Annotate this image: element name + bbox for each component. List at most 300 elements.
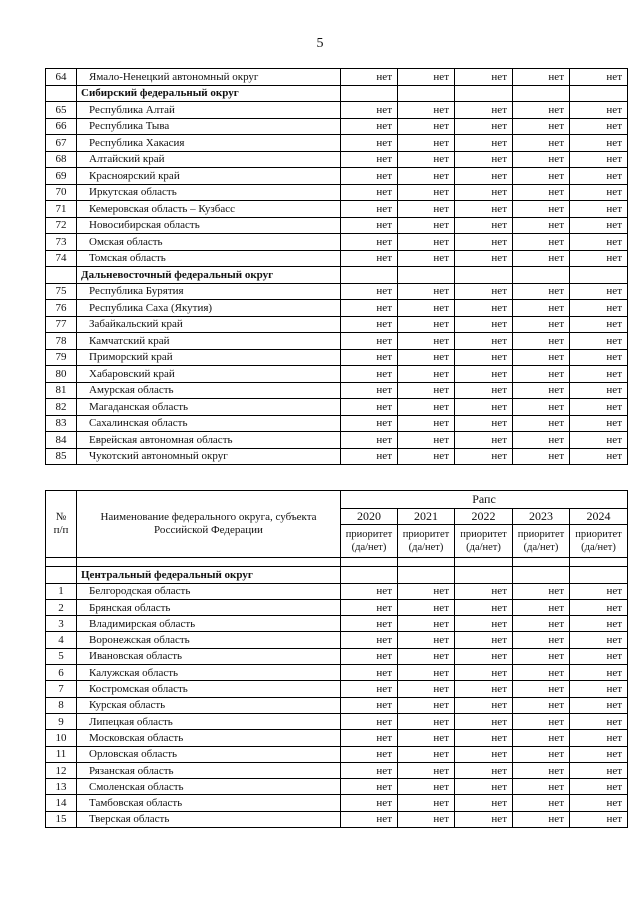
priority-value: нет: [398, 283, 455, 300]
priority-value: нет: [455, 415, 513, 432]
priority-value: нет: [398, 415, 455, 432]
row-number: 84: [46, 432, 77, 449]
priority-value: нет: [455, 583, 513, 599]
priority-value: нет: [570, 168, 628, 185]
priority-value: нет: [398, 382, 455, 399]
priority-value: нет: [570, 697, 628, 713]
priority-value: нет: [398, 135, 455, 152]
priority-value: нет: [513, 69, 570, 86]
priority-value: нет: [570, 681, 628, 697]
priority-value: нет: [455, 151, 513, 168]
priority-value: нет: [455, 135, 513, 152]
priority-value: нет: [570, 432, 628, 449]
priority-value: нет: [455, 632, 513, 648]
row-number: 2: [46, 599, 77, 615]
priority-value: нет: [513, 250, 570, 267]
priority-value: нет: [398, 102, 455, 119]
priority-value: нет: [341, 366, 398, 383]
region-name: Белгородская область: [77, 583, 341, 599]
priority-value: нет: [455, 250, 513, 267]
priority-value: нет: [455, 713, 513, 729]
priority-value: нет: [398, 217, 455, 234]
region-name: Алтайский край: [77, 151, 341, 168]
table-row: [46, 168, 628, 185]
priority-value: нет: [513, 432, 570, 449]
table-row: [46, 366, 628, 383]
priority-value: нет: [513, 665, 570, 681]
region-name: Амурская область: [77, 382, 341, 399]
priority-value: нет: [570, 746, 628, 762]
priority-value: нет: [341, 779, 398, 795]
priority-value: нет: [341, 632, 398, 648]
priority-value: нет: [341, 349, 398, 366]
table-row: [46, 151, 628, 168]
priority-value: нет: [570, 349, 628, 366]
header-priority: приоритет (да/нет): [570, 525, 628, 558]
region-name: Сахалинская область: [77, 415, 341, 432]
priority-value: нет: [398, 697, 455, 713]
value-cell: [398, 85, 455, 102]
priority-value: нет: [398, 583, 455, 599]
header-name: Наименование федерального округа, субъекта Российской Федерации: [77, 491, 341, 558]
table-row: [46, 349, 628, 366]
priority-value: нет: [341, 648, 398, 664]
priority-value: нет: [455, 648, 513, 664]
table-row: [46, 746, 628, 762]
row-number: 82: [46, 399, 77, 416]
priority-value: нет: [341, 201, 398, 218]
header-num: № п/п: [46, 491, 77, 558]
priority-value: нет: [570, 118, 628, 135]
priority-value: нет: [341, 234, 398, 251]
priority-value: нет: [570, 583, 628, 599]
region-name: Магаданская область: [77, 399, 341, 416]
table-row: [46, 201, 628, 218]
priority-value: нет: [513, 118, 570, 135]
region-name: Ивановская область: [77, 648, 341, 664]
priority-value: нет: [455, 184, 513, 201]
header-year: 2023: [513, 509, 570, 525]
priority-value: нет: [570, 300, 628, 317]
priority-value: нет: [455, 316, 513, 333]
header-priority: приоритет (да/нет): [398, 525, 455, 558]
priority-value: нет: [513, 168, 570, 185]
priority-value: нет: [570, 730, 628, 746]
priority-value: нет: [341, 665, 398, 681]
district-row: [46, 267, 628, 284]
priority-value: нет: [341, 118, 398, 135]
region-name: Тверская область: [77, 811, 341, 827]
priority-value: нет: [341, 415, 398, 432]
priority-value: нет: [341, 382, 398, 399]
row-number: 11: [46, 746, 77, 762]
district-name: Центральный федеральный округ: [77, 567, 341, 583]
priority-value: нет: [570, 795, 628, 811]
spacer-cell: [46, 558, 77, 567]
table-row: [46, 665, 628, 681]
priority-value: нет: [455, 69, 513, 86]
priority-value: нет: [398, 168, 455, 185]
priority-value: нет: [455, 217, 513, 234]
row-number: 6: [46, 665, 77, 681]
priority-value: нет: [341, 681, 398, 697]
priority-value: нет: [570, 616, 628, 632]
priority-value: нет: [570, 779, 628, 795]
priority-value: нет: [455, 102, 513, 119]
priority-value: нет: [455, 599, 513, 615]
region-name: Новосибирская область: [77, 217, 341, 234]
table-row: [46, 283, 628, 300]
priority-value: нет: [398, 300, 455, 317]
value-cell: [513, 267, 570, 284]
region-name: Липецкая область: [77, 713, 341, 729]
priority-value: нет: [513, 349, 570, 366]
region-name: Смоленская область: [77, 779, 341, 795]
priority-value: нет: [341, 135, 398, 152]
priority-value: нет: [341, 168, 398, 185]
table-row: [46, 217, 628, 234]
header-priority: приоритет (да/нет): [513, 525, 570, 558]
priority-value: нет: [341, 69, 398, 86]
priority-value: нет: [570, 250, 628, 267]
priority-value: нет: [341, 217, 398, 234]
row-number: 80: [46, 366, 77, 383]
priority-value: нет: [341, 151, 398, 168]
table-row: [46, 250, 628, 267]
region-name: Владимирская область: [77, 616, 341, 632]
value-cell: [513, 85, 570, 102]
priority-value: нет: [398, 746, 455, 762]
priority-value: нет: [455, 168, 513, 185]
district-name: Сибирский федеральный округ: [77, 85, 341, 102]
value-cell: [455, 567, 513, 583]
priority-value: нет: [341, 448, 398, 465]
priority-value: нет: [341, 333, 398, 350]
header-year: 2021: [398, 509, 455, 525]
priority-value: нет: [513, 217, 570, 234]
table-row: [46, 102, 628, 119]
row-number: 7: [46, 681, 77, 697]
priority-value: нет: [398, 779, 455, 795]
priority-value: нет: [341, 746, 398, 762]
rapeseed-priority-table: [45, 490, 628, 828]
priority-value: нет: [455, 333, 513, 350]
priority-value: нет: [341, 616, 398, 632]
value-cell: [341, 267, 398, 284]
priority-value: нет: [570, 333, 628, 350]
priority-value: нет: [455, 795, 513, 811]
row-number: 8: [46, 697, 77, 713]
priority-value: нет: [341, 399, 398, 416]
priority-value: нет: [455, 366, 513, 383]
priority-value: нет: [570, 399, 628, 416]
region-name: Хабаровский край: [77, 366, 341, 383]
priority-value: нет: [570, 366, 628, 383]
district-row: [46, 85, 628, 102]
priority-value: нет: [570, 632, 628, 648]
priority-value: нет: [398, 681, 455, 697]
region-name: Московская область: [77, 730, 341, 746]
table-row: [46, 184, 628, 201]
region-name: Калужская область: [77, 665, 341, 681]
priority-value: нет: [455, 399, 513, 416]
priority-value: нет: [570, 69, 628, 86]
region-name: Омская область: [77, 234, 341, 251]
row-number: 64: [46, 69, 77, 86]
priority-value: нет: [398, 599, 455, 615]
priority-value: нет: [455, 448, 513, 465]
table-row: [46, 632, 628, 648]
priority-value: нет: [341, 316, 398, 333]
district-row: [46, 567, 628, 583]
region-name: Республика Саха (Якутия): [77, 300, 341, 317]
value-cell: [341, 567, 398, 583]
region-name: Костромская область: [77, 681, 341, 697]
header-year: 2020: [341, 509, 398, 525]
table-row: [46, 795, 628, 811]
priority-value: нет: [513, 697, 570, 713]
spacer-cell: [341, 558, 398, 567]
priority-value: нет: [513, 102, 570, 119]
priority-value: нет: [513, 201, 570, 218]
priority-value: нет: [341, 300, 398, 317]
row-number: 85: [46, 448, 77, 465]
value-cell: [455, 85, 513, 102]
priority-value: нет: [513, 616, 570, 632]
priority-value: нет: [513, 762, 570, 778]
priority-value: нет: [513, 415, 570, 432]
priority-value: нет: [341, 697, 398, 713]
table-row: [46, 779, 628, 795]
priority-value: нет: [513, 316, 570, 333]
priority-value: нет: [398, 250, 455, 267]
priority-value: нет: [455, 300, 513, 317]
regions-table-continued: [45, 68, 628, 465]
priority-value: нет: [398, 795, 455, 811]
priority-value: нет: [455, 118, 513, 135]
priority-value: нет: [570, 283, 628, 300]
priority-value: нет: [398, 366, 455, 383]
priority-value: нет: [455, 665, 513, 681]
row-number: 81: [46, 382, 77, 399]
priority-value: нет: [455, 746, 513, 762]
priority-value: нет: [398, 151, 455, 168]
priority-value: нет: [513, 583, 570, 599]
priority-value: нет: [398, 399, 455, 416]
priority-value: нет: [455, 349, 513, 366]
table-row: [46, 333, 628, 350]
priority-value: нет: [570, 217, 628, 234]
priority-value: нет: [398, 432, 455, 449]
region-name: Воронежская область: [77, 632, 341, 648]
priority-value: нет: [513, 632, 570, 648]
priority-value: нет: [570, 102, 628, 119]
region-name: Рязанская область: [77, 762, 341, 778]
row-number: 67: [46, 135, 77, 152]
priority-value: нет: [570, 599, 628, 615]
priority-value: нет: [455, 234, 513, 251]
priority-value: нет: [455, 201, 513, 218]
value-cell: [570, 267, 628, 284]
priority-value: нет: [398, 762, 455, 778]
priority-value: нет: [570, 151, 628, 168]
value-cell: [398, 567, 455, 583]
row-number: 10: [46, 730, 77, 746]
value-cell: [513, 567, 570, 583]
row-number: 15: [46, 811, 77, 827]
row-number: 79: [46, 349, 77, 366]
spacer-cell: [570, 558, 628, 567]
header-crop: Рапс: [341, 491, 628, 509]
priority-value: нет: [513, 151, 570, 168]
region-name: Республика Алтай: [77, 102, 341, 119]
priority-value: нет: [398, 316, 455, 333]
priority-value: нет: [513, 795, 570, 811]
region-name: Республика Тыва: [77, 118, 341, 135]
priority-value: нет: [513, 184, 570, 201]
priority-value: нет: [513, 599, 570, 615]
priority-value: нет: [513, 382, 570, 399]
priority-value: нет: [341, 795, 398, 811]
priority-value: нет: [341, 184, 398, 201]
priority-value: нет: [570, 382, 628, 399]
value-cell: [570, 85, 628, 102]
row-number: 68: [46, 151, 77, 168]
priority-value: нет: [513, 648, 570, 664]
table-row: [46, 69, 628, 86]
priority-value: нет: [570, 201, 628, 218]
priority-value: нет: [341, 762, 398, 778]
row-number: 70: [46, 184, 77, 201]
priority-value: нет: [455, 779, 513, 795]
region-name: Ямало-Ненецкий автономный округ: [77, 69, 341, 86]
value-cell: [341, 85, 398, 102]
priority-value: нет: [398, 730, 455, 746]
region-name: Забайкальский край: [77, 316, 341, 333]
row-number: 13: [46, 779, 77, 795]
row-number: 71: [46, 201, 77, 218]
row-number: 14: [46, 795, 77, 811]
priority-value: нет: [341, 730, 398, 746]
priority-value: нет: [513, 713, 570, 729]
row-number: 12: [46, 762, 77, 778]
priority-value: нет: [398, 811, 455, 827]
priority-value: нет: [513, 283, 570, 300]
value-cell: [570, 567, 628, 583]
table-row: [46, 681, 628, 697]
header-year: 2022: [455, 509, 513, 525]
row-number: 69: [46, 168, 77, 185]
priority-value: нет: [455, 762, 513, 778]
priority-value: нет: [570, 811, 628, 827]
priority-value: нет: [513, 399, 570, 416]
priority-value: нет: [513, 681, 570, 697]
table-row: [46, 713, 628, 729]
region-name: Кемеровская область – Кузбасс: [77, 201, 341, 218]
priority-value: нет: [455, 283, 513, 300]
spacer-cell: [398, 558, 455, 567]
priority-value: нет: [398, 234, 455, 251]
priority-value: нет: [341, 713, 398, 729]
priority-value: нет: [455, 730, 513, 746]
region-name: Красноярский край: [77, 168, 341, 185]
table-row: [46, 599, 628, 615]
header-priority: приоритет (да/нет): [341, 525, 398, 558]
table-row: [46, 316, 628, 333]
region-name: Чукотский автономный округ: [77, 448, 341, 465]
priority-value: нет: [570, 713, 628, 729]
row-number: 65: [46, 102, 77, 119]
region-name: Республика Хакасия: [77, 135, 341, 152]
row-number: 78: [46, 333, 77, 350]
region-name: Еврейская автономная область: [77, 432, 341, 449]
table-row: [46, 300, 628, 317]
priority-value: нет: [341, 811, 398, 827]
priority-value: нет: [341, 432, 398, 449]
priority-value: нет: [455, 382, 513, 399]
priority-value: нет: [398, 713, 455, 729]
priority-value: нет: [513, 746, 570, 762]
value-cell: [455, 267, 513, 284]
region-name: Орловская область: [77, 746, 341, 762]
table-row: [46, 382, 628, 399]
row-number: 77: [46, 316, 77, 333]
priority-value: нет: [341, 283, 398, 300]
row-number: 3: [46, 616, 77, 632]
priority-value: нет: [455, 432, 513, 449]
row-number: 76: [46, 300, 77, 317]
priority-value: нет: [398, 648, 455, 664]
priority-value: нет: [570, 184, 628, 201]
row-number: 66: [46, 118, 77, 135]
priority-value: нет: [398, 184, 455, 201]
priority-value: нет: [455, 681, 513, 697]
spacer-cell: [455, 558, 513, 567]
table-row: [46, 762, 628, 778]
district-name: Дальневосточный федеральный округ: [77, 267, 341, 284]
priority-value: нет: [570, 135, 628, 152]
table-row: [46, 415, 628, 432]
priority-value: нет: [341, 102, 398, 119]
row-number: 74: [46, 250, 77, 267]
region-name: Камчатский край: [77, 333, 341, 350]
row-number: 75: [46, 283, 77, 300]
priority-value: нет: [398, 448, 455, 465]
table-row: [46, 811, 628, 827]
header-year: 2024: [570, 509, 628, 525]
priority-value: нет: [570, 648, 628, 664]
priority-value: нет: [398, 333, 455, 350]
num-cell: [46, 267, 77, 284]
table-row: [46, 234, 628, 251]
priority-value: нет: [398, 349, 455, 366]
priority-value: нет: [341, 599, 398, 615]
page-number: 5: [316, 36, 324, 51]
priority-value: нет: [398, 665, 455, 681]
priority-value: нет: [455, 811, 513, 827]
priority-value: нет: [513, 135, 570, 152]
spacer-cell: [513, 558, 570, 567]
table-row: [46, 616, 628, 632]
row-number: 4: [46, 632, 77, 648]
region-name: Брянская область: [77, 599, 341, 615]
table-row: [46, 118, 628, 135]
num-cell: [46, 567, 77, 583]
priority-value: нет: [341, 583, 398, 599]
priority-value: нет: [570, 415, 628, 432]
table-row: [46, 448, 628, 465]
priority-value: нет: [455, 616, 513, 632]
